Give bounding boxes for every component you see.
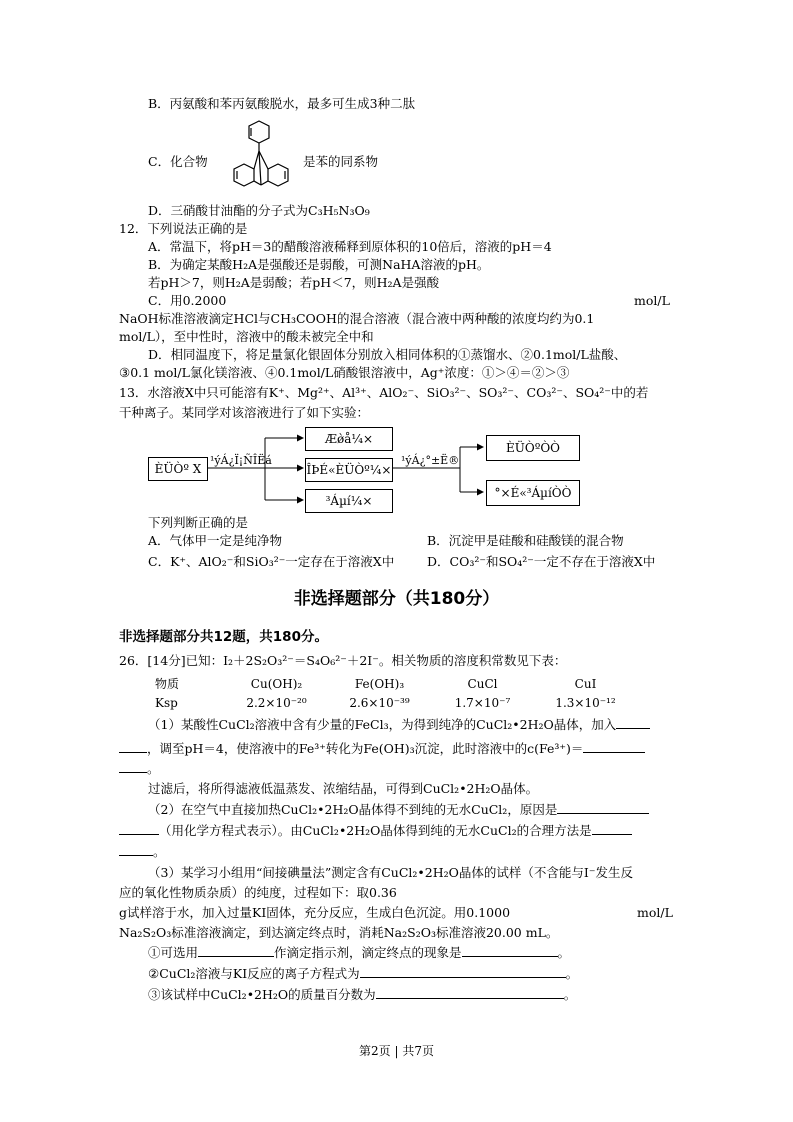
q26-part3-unit: mol/L <box>637 905 673 920</box>
answer-blank[interactable] <box>616 716 650 729</box>
q26-part2: （2）在空气中直接加热CuCl₂•2H₂O晶体得不到纯的无水CuCl₂，原因是 <box>148 801 649 819</box>
q26-part1: （1）某酸性CuCl₂溶液中含有少量的FeCl₃，为得到纯净的CuCl₂•2H₂O晶体，加入 <box>148 716 650 734</box>
question-12-stem: 12．下列说法正确的是 <box>119 221 248 236</box>
table-cell: 1.3×10⁻¹² <box>555 696 616 710</box>
answer-blank[interactable] <box>198 944 274 957</box>
q26-part2-end: 。 <box>119 843 166 861</box>
q12-option-c-cont2: mol/L），至中性时，溶液中的酸未被完全中和 <box>119 329 374 344</box>
q13-option-d: D．CO₃²⁻和SO₄²⁻一定不存在于溶液X中 <box>427 554 656 569</box>
q12-option-b: B．为确定某酸H₂A是强酸还是弱酸，可测NaHA溶液的pH。 <box>148 257 490 272</box>
table-header-row <box>155 673 637 694</box>
solution-x-box: ÈÜÒº X <box>148 457 208 481</box>
answer-blank[interactable] <box>583 740 645 753</box>
q26-sub1: ①可选用 作滴定指示剂，滴定终点的现象是 。 <box>148 945 571 960</box>
ksp-table <box>155 673 637 712</box>
page-footer: 第2页 | 共7页 <box>359 1044 434 1058</box>
q12-option-c-unit: mol/L <box>634 293 670 308</box>
section-subtitle: 非选择题部分共12题，共180分。 <box>119 629 328 645</box>
table-row <box>155 694 637 712</box>
option-c-text: 是苯的同系物 <box>303 154 379 169</box>
q12-option-a: A．常温下，将pH＝3的醋酸溶液稀释到原体积的10倍后，溶液的pH＝4 <box>148 239 552 254</box>
table-cell: Cu(OH)₂ <box>250 676 303 691</box>
q26-part3-cont2: g试样溶于水，加入过量KI固体，充分反应，生成白色沉淀。用0.1000 <box>119 905 511 920</box>
answer-blank[interactable] <box>119 740 147 753</box>
table-cell: 物质 <box>155 677 180 691</box>
gas-box: Æø̀å¼× <box>305 427 393 451</box>
colorless-solution-box: ÎÞÉ«ÈÜÒº¼× <box>305 458 393 482</box>
answer-blank[interactable] <box>557 801 649 814</box>
q26-part2-cont: （用化学方程式表示）。由CuCl₂•2H₂O晶体得到纯的无水CuCl₂的合理方法是 <box>119 822 632 840</box>
table-cell: 2.2×10⁻²⁰ <box>246 696 307 710</box>
precipitate-box: ³Áµí¼× <box>305 489 393 513</box>
table-cell: 2.6×10⁻³⁹ <box>349 696 410 710</box>
q13-option-a: A．气体甲一定是纯净物 <box>148 533 283 548</box>
solution-b-box: ÈÜÒºÒÒ <box>486 435 580 461</box>
white-precipitate-box: °×É«³ÁµíÒÒ <box>486 480 580 506</box>
question-26-stem: 26．[14分]已知：I₂＋2S₂O₃²⁻＝S₄O₆²⁻＋2I⁻。相关物质的溶度积常数见下表： <box>119 653 567 668</box>
option-d-formula: D．三硝酸甘油酯的分子式为C₃H₅N₃O₉ <box>148 203 370 218</box>
q26-part3: （3）某学习小组用“间接碘量法”测定含有CuCl₂•2H₂O晶体的试样（不含能与I⁻发生反 <box>148 865 633 880</box>
q12-option-c: C．用0.2000 <box>148 293 227 308</box>
q26-sub2: ②CuCl₂溶液与KI反应的离子方程式为 。 <box>148 966 579 981</box>
q12-option-d-cont: ③0.1 mol/L氯化镁溶液、④0.1mol/L硝酸银溶液中，Ag⁺浓度：①＞④＝②＞③ <box>119 365 570 380</box>
table-cell: 1.7×10⁻⁷ <box>454 696 511 710</box>
q13-option-c: C．K⁺、AlO₂⁻和SiO₃²⁻一定存在于溶液X中 <box>148 554 395 569</box>
answer-blank[interactable] <box>360 965 566 978</box>
answer-blank[interactable] <box>119 822 159 835</box>
arrow-label-ammonia: ¹ýÁ¿°±Ë® <box>401 454 460 467</box>
answer-blank[interactable] <box>119 843 153 856</box>
question-13-stem-cont: 干种离子。某同学对该溶液进行了如下实验： <box>119 405 370 420</box>
q12-option-b-cont: 若pH＞7，则H₂A是弱酸；若pH＜7，则H₂A是强酸 <box>148 275 440 290</box>
q13-option-b: B．沉淀甲是硅酸和硅酸镁的混合物 <box>427 533 624 548</box>
q26-part3-cont1: 应的氧化性物质杂质）的纯度，过程如下：取0.36 <box>119 885 397 900</box>
q26-sub3: ③该试样中CuCl₂•2H₂O的质量百分数为 。 <box>148 987 577 1002</box>
option-b-dipeptide: B．丙氨酸和苯丙氨酸脱水，最多可生成3种二肽 <box>148 96 416 111</box>
triptycene-structure <box>215 113 300 198</box>
question-13-stem: 13．水溶液X中只可能溶有K⁺、Mg²⁺、Al³⁺、AlO₂⁻、SiO₃²⁻、SO₃²⁻、CO₃²⁻、SO₄²⁻中的若 <box>119 385 649 400</box>
q13-judgement: 下列判断正确的是 <box>148 515 249 530</box>
answer-blank[interactable] <box>119 760 147 773</box>
option-c-label: C．化合物 <box>148 154 208 169</box>
q12-option-d: D．相同温度下，将足量氯化银固体分别放入相同体积的①蒸馏水、②0.1mol/L盐酸、 <box>148 347 627 362</box>
arrow-label-hcl: ¹ýÁ¿Ï¡ÑÎËá <box>210 454 272 467</box>
table-cell: Fe(OH)₃ <box>354 676 405 691</box>
q26-part1-filter: 过滤后，将所得滤液低温蒸发、浓缩结晶，可得到CuCl₂•2H₂O晶体。 <box>148 781 539 796</box>
section-title: 非选择题部分（共180分） <box>293 589 500 609</box>
table-cell: CuI <box>574 676 597 691</box>
q26-part3-cont3: Na₂S₂O₃标准溶液滴定，到达滴定终点时，消耗Na₂S₂O₃标准溶液20.00 mL。 <box>119 925 559 940</box>
q26-part1-end: 。 <box>119 760 160 778</box>
answer-blank[interactable] <box>376 986 564 999</box>
benzene-ring-top <box>249 121 269 143</box>
table-cell: CuCl <box>467 676 498 691</box>
answer-blank[interactable] <box>462 944 558 957</box>
q26-part1-cont: ，调至pH＝4，使溶液中的Fe³⁺转化为Fe(OH)₃沉淀，此时溶液中的c(Fe³⁺)＝ <box>119 740 645 758</box>
answer-blank[interactable] <box>592 822 632 835</box>
q12-option-c-cont1: NaOH标准溶液滴定HCl与CH₃COOH的混合溶液（混合液中两种酸的浓度均约为0.1 <box>119 311 595 326</box>
table-cell: Ksp <box>155 696 178 710</box>
